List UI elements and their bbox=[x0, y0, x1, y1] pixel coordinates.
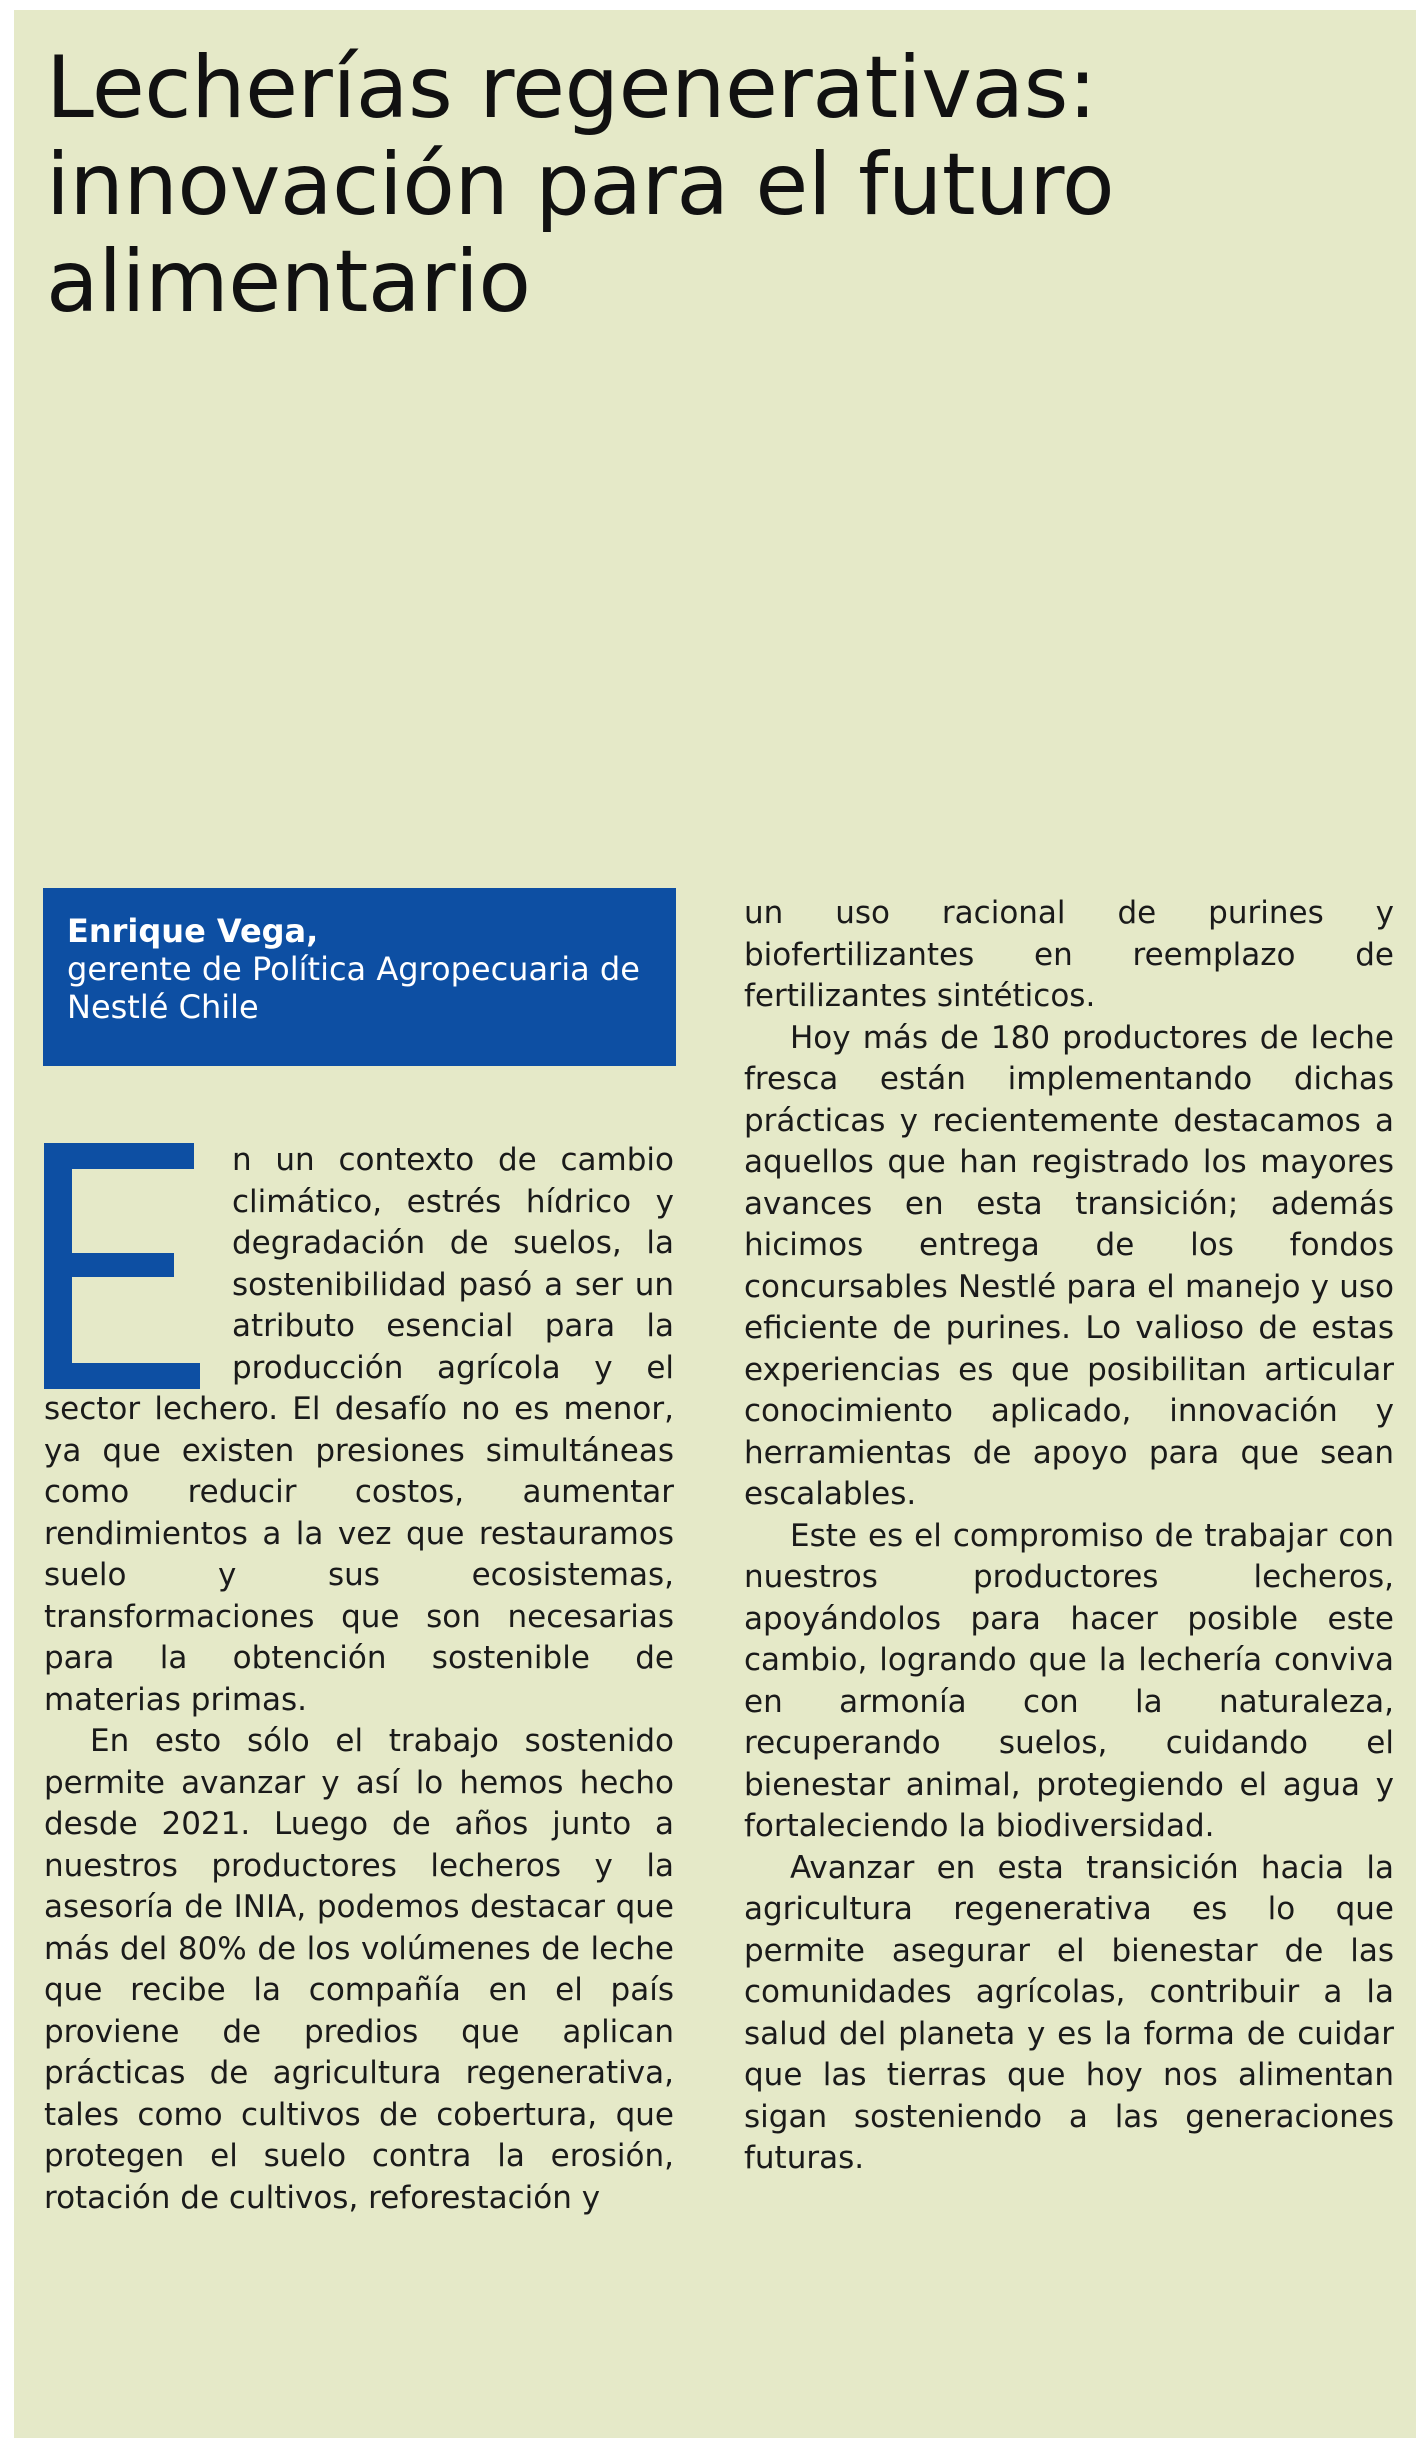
paragraph-5: Este es el compromiso de trabajar con nuestros productores lecheros, apoyándolos para hacer posible este cambio, logrando que la lechería conviva en armonía con la naturaleza, recuperando suelos, cuidando el bienestar animal, protegiendo el agua y fortaleciendo la biodiversidad. bbox=[744, 1517, 1394, 1844]
article-column-left bbox=[44, 1140, 674, 2219]
article-page bbox=[14, 10, 1416, 2438]
paragraph-2: En esto sólo el trabajo sostenido permite avanzar y así lo hemos hecho desde 2021. Luego de años junto a nuestros productores lecheros y la asesoría de INIA, podemos destacar que más del 80% de los volúmenes de leche que recibe la compañía en el país proviene de predios que aplican prácticas de agricultura regenerativa, tales como cultivos de cobertura, que protegen el suelo contra la erosión, rotación de cultivos, reforestación y bbox=[44, 1723, 674, 2216]
author-name: Enrique Vega, bbox=[67, 912, 319, 950]
title-line-2: innovación para el futuro bbox=[46, 135, 1115, 235]
title-line-1: Lecherías regenerativas: bbox=[46, 38, 1097, 138]
paragraph-1 bbox=[44, 1140, 674, 1721]
paragraph-6: Avanzar en esta transición hacia la agricultura regenerativa es lo que permite asegurar el bienestar de las comunidades agrícolas, contribuir a la salud del planeta y es la forma de cuidar que las tierras que hoy nos alimentan sigan sosteniendo a las generaciones futuras. bbox=[744, 1849, 1394, 2176]
drop-cap bbox=[44, 1143, 206, 1389]
article-title bbox=[46, 40, 1386, 331]
paragraph-3: un uso racional de purines y biofertilizantes en reemplazo de fertilizantes sintéticos. bbox=[744, 895, 1394, 1014]
paragraph-1-text: n un contexto de cambio climático, estrés hídrico y degradación de suelos, la sostenibilidad pasó a ser un atributo esencial para la producción agrícola y el sector lechero. El desafío no es menor, ya que existen presiones simultáneas como reducir costos, aumentar rendimientos a la vez que restauramos suelo y sus ecosistemas, transformaciones que son necesarias para la obtención sostenible de materias primas. bbox=[44, 1142, 674, 1718]
author-box bbox=[43, 888, 676, 1066]
paragraph-4: Hoy más de 180 productores de leche fresca están implementando dichas prácticas y recientemente destacamos a aquellos que han registrado los mayores avances en esta transición; además hicimos entrega de los fondos concursables Nestlé para el manejo y uso eficiente de purines. Lo valioso de estas experiencias es que posibilitan articular conocimiento aplicado, innovación y herramientas de apoyo para que sean escalables. bbox=[744, 1019, 1394, 1512]
author-role: gerente de Política Agropecuaria de Nestlé Chile bbox=[67, 950, 640, 1026]
article-column-right bbox=[744, 893, 1394, 2180]
title-line-3: alimentario bbox=[46, 232, 531, 332]
